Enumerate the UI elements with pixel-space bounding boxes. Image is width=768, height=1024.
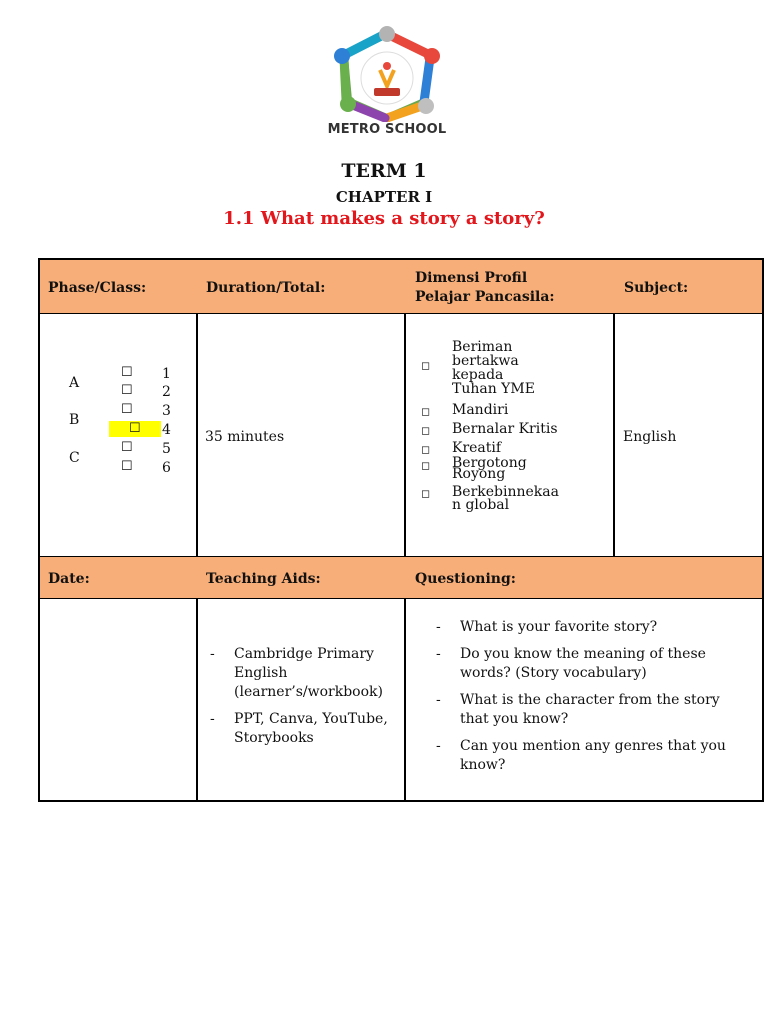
questions-list [436,618,738,783]
dimensi-item-gotong-royong: Bergotong Royong [452,455,527,482]
list-item: - Can you mention any genres that you know? [436,738,726,773]
class-2-checkbox[interactable]: ☐ [121,383,133,398]
duration-value: 35 minutes [205,429,285,445]
class-2-label: 2 [162,384,171,400]
class-3-label: 3 [162,403,171,419]
list-item: - What is your favorite story? [436,619,658,635]
class-6-checkbox[interactable]: ☐ [121,459,133,474]
metro-school-emblem [328,26,446,122]
subject-value: English [623,429,677,445]
term-title: TERM 1 [341,160,427,182]
dimensi-bullet-3: ◻ [421,424,431,437]
dimensi-item-kebinnekaan: Berkebinnekaan global [452,484,559,513]
duration-header: Duration/Total: [206,280,326,296]
class-6-label: 6 [162,460,171,476]
dimensi-bullet-4: ◻ [421,443,431,456]
class-5-checkbox[interactable]: ☐ [121,440,133,455]
class-4-label: 4 [162,422,171,438]
class-3-checkbox[interactable]: ☐ [121,402,133,417]
date-header: Date: [48,571,90,587]
school-logo [324,26,450,144]
lesson-title: 1.1 What makes a story a story? [223,208,545,229]
teaching-aids-list [210,645,398,756]
list-item: - Cambridge Primary English (learner’s/workbook) [210,646,383,700]
dimensi-bullet-5: ◻ [421,459,431,472]
dimensi-bullet-6: ◻ [421,487,431,500]
dimensi-bullet-2: ◻ [421,405,431,418]
dimensi-item-kreatif: Kreatif [452,440,502,456]
header-row-2 [38,556,764,598]
phase-b: B [69,412,80,428]
lesson-plan-table [38,258,764,802]
dimensi-item-mandiri: Mandiri [452,402,509,418]
school-name: METRO SCHOOL [327,122,447,137]
dimensi-header-line1: Dimensi Profil [415,270,528,286]
phase-class-header: Phase/Class: [48,280,147,296]
list-item: - Do you know the meaning of these words? (Story vocabulary) [436,646,706,681]
dimensi-header-line2: Pelajar Pancasila: [415,289,555,305]
list-item: - What is the character from the story that you know? [436,692,720,727]
list-item: - PPT, Canva, YouTube, Storybooks [210,711,388,746]
dimensi-item-beriman: Beriman bertakwa kepada Tuhan YME [452,339,535,397]
teaching-aids-header: Teaching Aids: [206,571,321,587]
phase-c: C [69,450,80,466]
chapter-title: CHAPTER I [335,188,433,206]
class-4-checkbox[interactable]: ☐ [129,421,141,436]
class-1-checkbox[interactable]: ☐ [121,365,133,380]
subject-header: Subject: [624,280,689,296]
class-1-label: 1 [162,366,171,382]
phase-a: A [69,375,80,391]
class-5-label: 5 [162,441,171,457]
dimensi-item-bernalar: Bernalar Kritis [452,421,558,437]
dimensi-bullet-1: ◻ [421,359,431,372]
questioning-header: Questioning: [415,571,516,587]
